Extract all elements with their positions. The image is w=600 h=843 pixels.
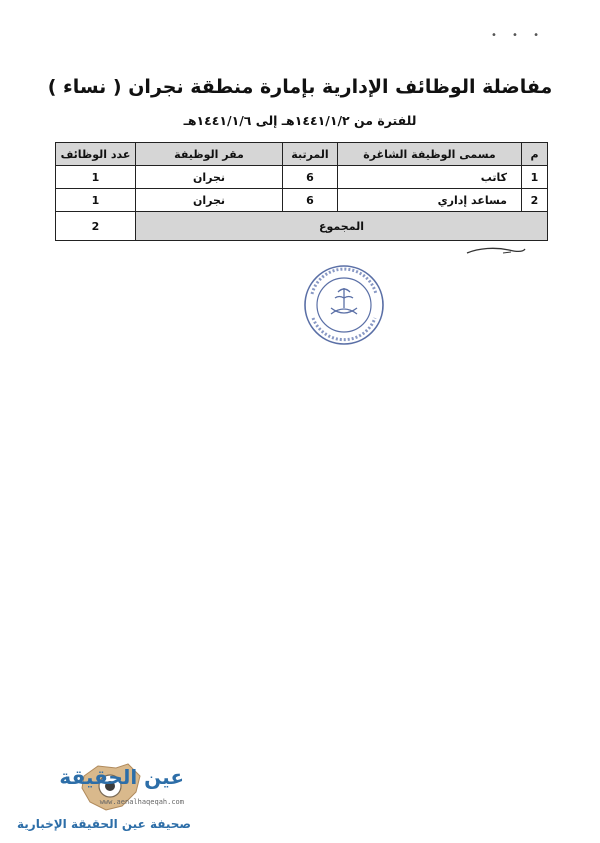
count-cell: 1 (56, 166, 136, 189)
column-header-number: م (522, 143, 548, 166)
document-period: للفترة من ١٤٤١/١/٢هـ إلى ١٤٤١/١/٦هـ (183, 113, 417, 128)
table-row (56, 166, 548, 189)
publisher-watermark (14, 762, 194, 836)
total-label: المجموع (136, 212, 548, 241)
column-header-count: عدد الوظائف (56, 143, 136, 166)
publisher-tagline: صحيفة عين الحقيقة الإخبارية (17, 817, 191, 831)
location-cell: نجران (136, 189, 283, 212)
document-title: مفاضلة الوظائف الإدارية بإمارة منطقة نجران ( نساء ) (47, 76, 553, 98)
official-stamp (303, 264, 385, 346)
jobs-table (55, 142, 548, 241)
total-row (56, 212, 548, 241)
count-cell: 1 (56, 189, 136, 212)
column-header-rank: المرتبة (283, 143, 338, 166)
publisher-name: عين الحقيقة (59, 765, 184, 789)
row-number: 2 (522, 189, 548, 212)
emblem-icon (331, 288, 357, 314)
publisher-url: www.aenalhaqeqah.com (99, 798, 184, 806)
page-marks: • • • (490, 30, 545, 41)
location-cell: نجران (136, 166, 283, 189)
total-value: 2 (56, 212, 136, 241)
column-header-job-title: مسمى الوظيفة الشاغرة (338, 143, 522, 166)
table-header-row (56, 143, 548, 166)
signature-mark (465, 244, 527, 258)
job-title-cell: مساعد إداري (338, 189, 522, 212)
column-header-location: مقر الوظيفة (136, 143, 283, 166)
job-title-cell: كاتب (338, 166, 522, 189)
rank-cell: 6 (283, 189, 338, 212)
rank-cell: 6 (283, 166, 338, 189)
row-number: 1 (522, 166, 548, 189)
table-row (56, 189, 548, 212)
